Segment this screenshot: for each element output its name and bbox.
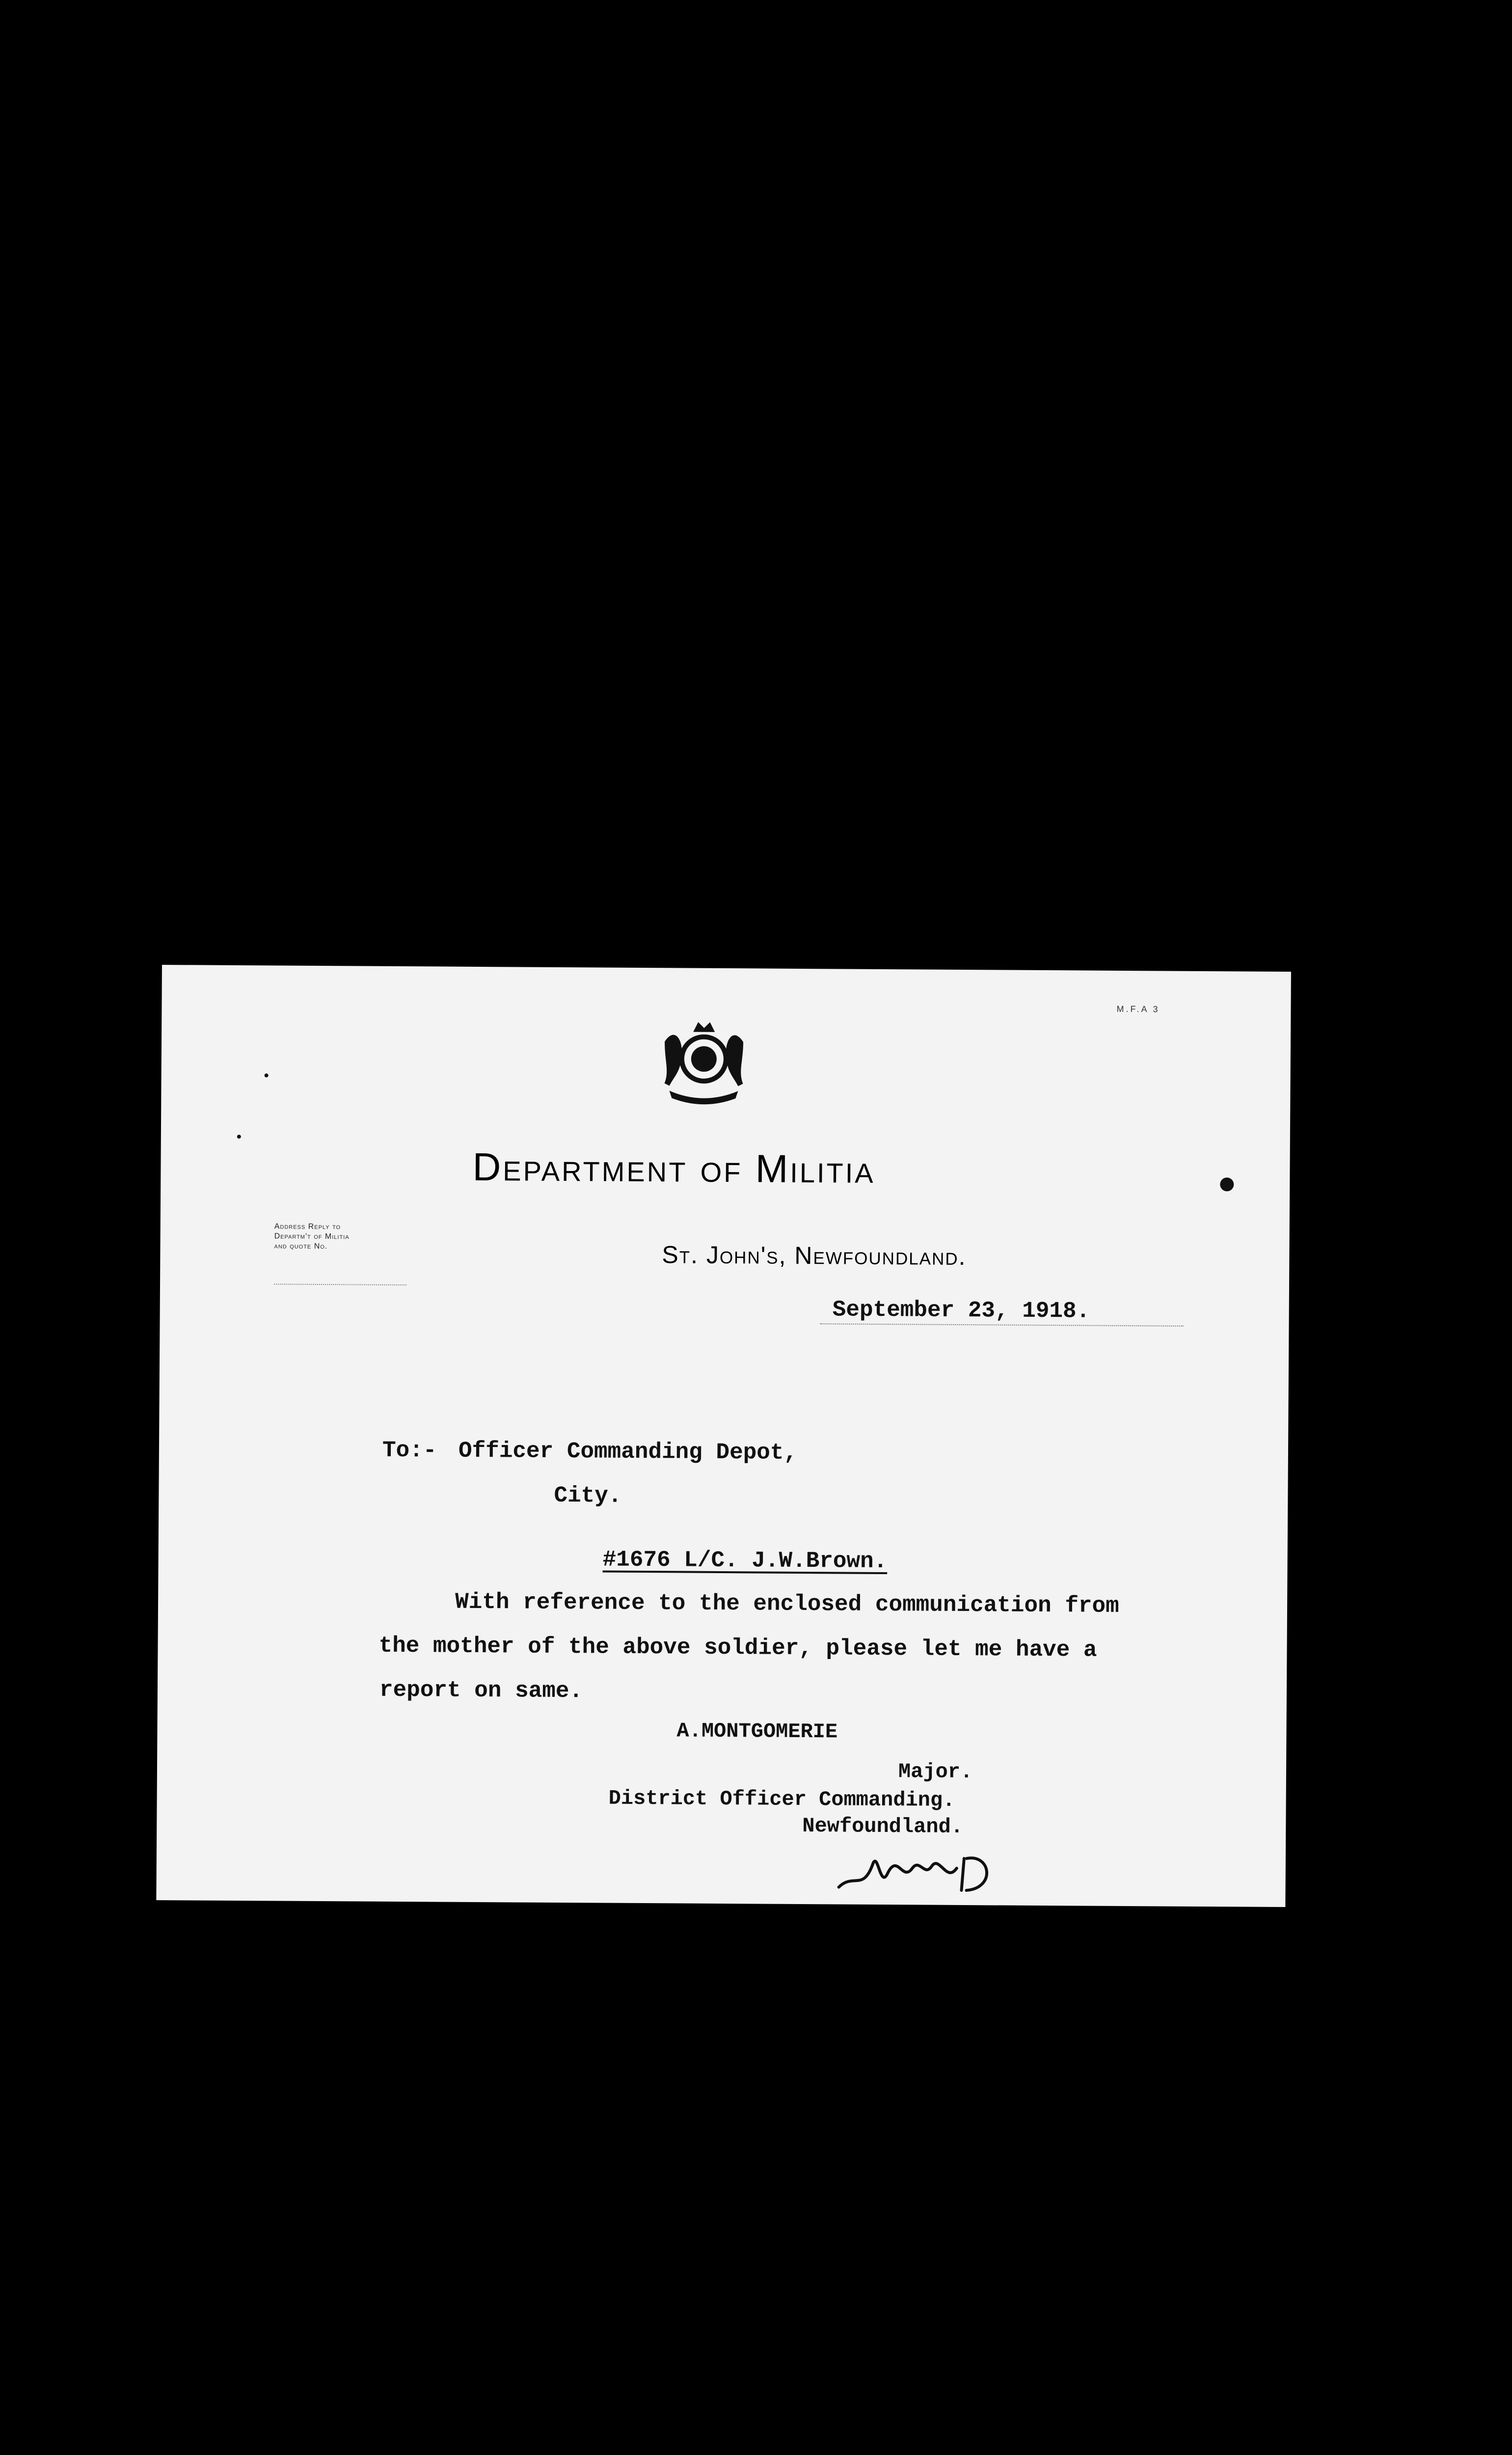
handwritten-initials-signature — [834, 1843, 1011, 1898]
body-line-2: the mother of the above soldier, please let me have a — [378, 1633, 1097, 1663]
letter-date: September 23, 1918. — [832, 1297, 1090, 1324]
recipient-line-1: Officer Commanding Depot, — [458, 1438, 798, 1466]
ink-spot — [1220, 1177, 1234, 1191]
date-dotted-rule — [820, 1323, 1184, 1327]
body-line-3: report on same. — [379, 1677, 583, 1704]
address-reference-blank — [274, 1283, 406, 1285]
signature-place: Newfoundland. — [802, 1814, 964, 1839]
ink-spot — [265, 1073, 269, 1077]
signature-name: A.MONTGOMERIE — [676, 1719, 838, 1744]
coat-of-arms-emblem — [654, 1012, 753, 1106]
recipient-label: To:- — [382, 1437, 437, 1464]
subject-line: #1676 L/C. J.W.Brown. — [602, 1547, 888, 1575]
body-line-1: With reference to the enclosed communication from — [455, 1589, 1119, 1619]
address-note-line: Departm't of Militia — [274, 1232, 350, 1241]
letter-page — [156, 965, 1291, 1907]
ink-spot — [237, 1135, 241, 1139]
signature-rank: Major. — [898, 1760, 973, 1784]
form-code: M.F.A 3 — [1116, 1004, 1160, 1014]
recipient-line-2: City. — [554, 1482, 622, 1509]
department-title: Department of Militia — [472, 1145, 875, 1191]
address-reply-note — [274, 1222, 349, 1252]
address-note-line: Address Reply to — [274, 1222, 341, 1231]
letterhead-place: St. John's, Newfoundland. — [662, 1241, 967, 1271]
address-note-line: and quote No. — [274, 1242, 328, 1251]
signature-title: District Officer Commanding. — [608, 1786, 955, 1812]
